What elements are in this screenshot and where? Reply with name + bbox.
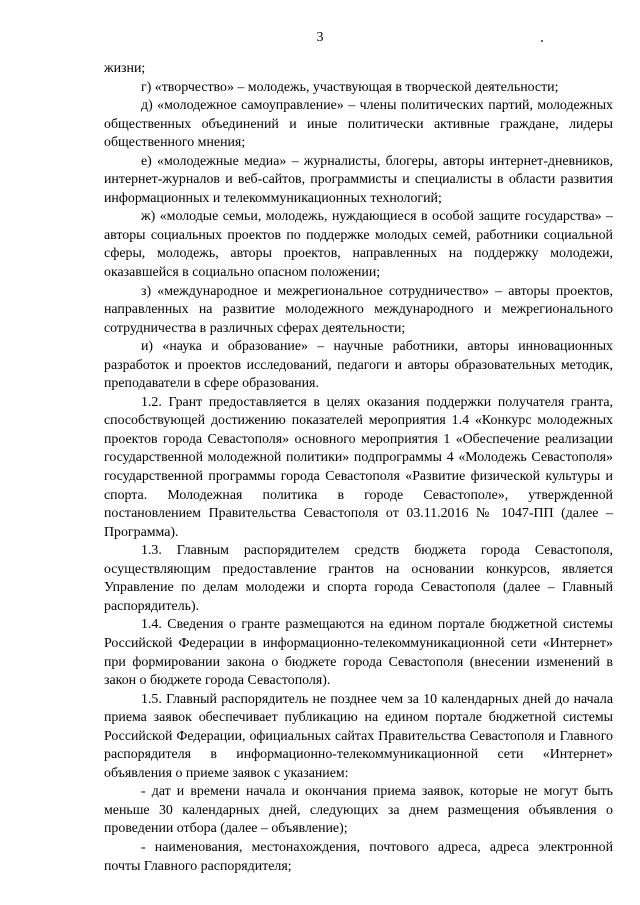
paragraph: г) «творчество» – молодежь, участвующая в творческой деятельности;: [141, 79, 559, 95]
paragraph: и) «наука и образование» – научные работники, авторы инновационных разработок и проектов исследований, педагоги и авторы образовательных методик, преподаватели в сфере образования.: [104, 339, 613, 392]
paragraph: 1.4. Сведения о гранте размещаются на едином портале бюджетной системы Российской Федерации в информационно-телекоммуникационной сети «Интернет» при формировании закона о бюджете города Севастополя (внесении изменений в закон о бюджете города Севастополя).: [104, 617, 613, 689]
paragraph: - наименования, местонахождения, почтового адреса, адреса электронной почты Главного распорядителя;: [104, 839, 613, 874]
page-number: 3: [316, 30, 324, 45]
body-text: [104, 60, 613, 876]
paragraph: з) «международное и межрегиональное сотрудничество» – авторы проектов, направленных на развитие молодежного международного и межрегионального сотрудничества в различных сферах деятельности;: [104, 283, 613, 336]
paragraph: - дат и времени начала и окончания приема заявок, которые не могут быть меньше 30 календарных дней, следующих за днем размещения объявления о проведении отбора (далее – объявление);: [104, 784, 613, 837]
paragraph: 1.5. Главный распорядитель не позднее чем за 10 календарных дней до начала приема заявок обеспечивает публикацию на едином портале бюджетной системы Российской Федерации, официальных сайтах Правительства Севастополя и Главного распорядителя в информационно-телекоммуникационной сети «Интернет» объявления о приеме заявок с указанием:: [104, 691, 613, 781]
scan-speck: [541, 40, 543, 42]
paragraph: д) «молодежное самоуправление» – члены политических партий, молодежных общественных объединений и иные политически активные граждане, лидеры общественного мнения;: [104, 98, 613, 151]
paragraph: 1.2. Грант предоставляется в целях оказания поддержки получателя гранта, способствующей достижению показателей мероприятия 1.4 «Конкурс молодежных проектов города Севастополя» основного мероприятия 1 «Обеспечение реализации государственной молодежной политики» подпрограммы 4 «Молодежь Севастополя» государственной программы города Севастополя «Развитие физической культуры и спорта. Молодежная политика в городе Севастополе», утвержденной постановлением Правительства Севастополя от 03.11.2016 № 1047-ПП (далее – Программа).: [104, 394, 613, 540]
paragraph: е) «молодежные медиа» – журналисты, блогеры, авторы интернет-дневников, интернет-журналов и веб-сайтов, программисты и специалисты в области развития информационных и телекоммуникационных технологий;: [104, 153, 613, 206]
paragraph: 1.3. Главным распорядителем средств бюджета города Севастополя, осуществляющим предоставление грантов на основании конкурсов, является Управление по делам молодежи и спорта города Севастополя (далее – Главный распорядитель).: [104, 543, 613, 614]
paragraph: жизни;: [104, 61, 146, 76]
paragraph: ж) «молодые семьи, молодежь, нуждающиеся в особой защите государства» – авторы социальных проектов по поддержке молодых семей, работники социальной сферы, молодежь, авторы проектов, направленных на поддержку молодежи, оказавшейся в социально опасном положении;: [104, 209, 613, 281]
